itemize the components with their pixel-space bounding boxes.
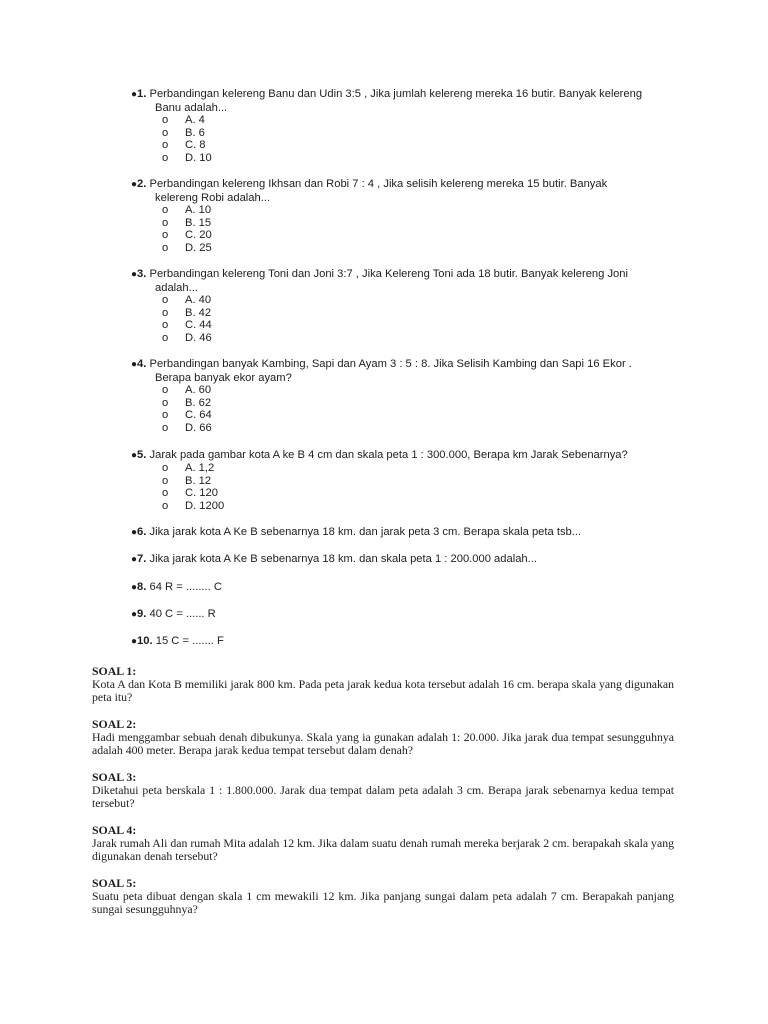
question-text: 15 C = ....... F — [155, 635, 224, 647]
question-text: Perbandingan banyak Kambing, Sapi dan Ayam 3 : 5 : 8. Jika Selisih Kambing dan Sapi 16 Ekor . — [149, 358, 632, 370]
soal-title: SOAL 3: — [92, 770, 137, 784]
question-text-cont: kelereng Robi adalah... — [155, 191, 271, 204]
option — [162, 127, 212, 140]
question-number: 8. — [137, 581, 147, 593]
option — [162, 475, 224, 488]
bullet-icon: ● — [131, 359, 138, 370]
bullet-icon: ● — [131, 450, 138, 461]
question-number: 9. — [137, 608, 147, 620]
question-number: 5. — [137, 449, 147, 461]
option-marker-icon: o — [162, 151, 169, 164]
option — [162, 217, 212, 230]
question-number: 6. — [137, 526, 147, 538]
question-7 — [131, 553, 676, 567]
option-marker-icon: o — [162, 499, 169, 512]
soal-1 — [92, 665, 674, 705]
option — [162, 487, 224, 500]
option-marker-icon: o — [162, 306, 169, 319]
option-label: C. 20 — [185, 229, 212, 242]
option-marker-icon: o — [162, 204, 169, 216]
question-text: Perbandingan kelereng Toni dan Joni 3:7 , Jika Kelereng Toni ada 18 butir. Banyak kelereng Joni — [149, 268, 628, 280]
option-marker-icon: o — [162, 241, 169, 254]
option-label: A. 1,2 — [185, 462, 215, 474]
option-label: A. 40 — [185, 294, 212, 306]
options-4 — [162, 384, 212, 434]
question-number: 7. — [137, 553, 147, 565]
question-text: Jika jarak kota A Ke B sebenarnya 18 km. dan jarak peta 3 cm. Berapa skala peta tsb... — [149, 526, 582, 538]
bullet-icon: ● — [131, 179, 138, 190]
question-9 — [131, 608, 676, 622]
soal-title: SOAL 4: — [92, 823, 137, 837]
option-marker-icon: o — [162, 216, 169, 229]
option-label: B. 62 — [185, 396, 212, 409]
question-5 — [131, 449, 676, 463]
option — [162, 409, 212, 422]
question-text-cont: Berapa banyak ekor ayam? — [155, 371, 292, 384]
question-2 — [131, 178, 676, 204]
bullet-icon: ● — [131, 636, 138, 647]
question-text: 40 C = ...... R — [149, 608, 216, 620]
option-marker-icon: o — [162, 421, 169, 434]
option-label: D. 25 — [185, 241, 212, 254]
options-3 — [162, 294, 212, 344]
question-text: Perbandingan kelereng Ikhsan dan Robi 7 : 4 , Jika selisih kelereng mereka 15 butir. Banyak — [149, 178, 608, 190]
option — [162, 384, 212, 397]
option-marker-icon: o — [162, 114, 169, 126]
question-text: 64 R = ........ C — [149, 581, 222, 593]
option — [162, 152, 212, 165]
option-label: B. 42 — [185, 306, 212, 319]
option-marker-icon: o — [162, 396, 169, 409]
option-marker-icon: o — [162, 331, 169, 344]
option-label: A. 4 — [185, 114, 205, 126]
soal-4 — [92, 824, 674, 864]
soal-title: SOAL 5: — [92, 876, 137, 890]
question-4 — [131, 358, 676, 384]
option-marker-icon: o — [162, 319, 169, 332]
option — [162, 294, 212, 307]
options-1 — [162, 114, 212, 164]
option-label: D. 66 — [185, 421, 212, 434]
soal-3 — [92, 771, 674, 811]
bullet-icon: ● — [131, 582, 138, 593]
option — [162, 462, 224, 475]
option-label: C. 120 — [185, 487, 218, 500]
option-label: D. 10 — [185, 151, 212, 164]
option-label: A. 60 — [185, 384, 212, 396]
option-marker-icon: o — [162, 487, 169, 500]
soal-text: Diketahui peta berskala 1 : 1.800.000. Jarak dua tempat dalam peta adalah 3 cm. Berapa jarak sebenarnya kedua tempat tersebut? — [92, 783, 674, 811]
question-text-cont: Banu adalah... — [155, 101, 228, 114]
question-8 — [131, 581, 676, 595]
soal-2 — [92, 718, 674, 758]
soal-text: Suatu peta dibuat dengan skala 1 cm mewakili 12 km. Jika panjang sungai dalam peta adalah 7 cm. Berapakah panjang sungai sesungguhnya? — [92, 889, 674, 917]
option — [162, 319, 212, 332]
option — [162, 242, 212, 255]
question-text: Perbandingan kelereng Banu dan Udin 3:5 , Jika jumlah kelereng mereka 16 butir. Banyak kelereng — [149, 88, 643, 100]
option-marker-icon: o — [162, 384, 169, 396]
option — [162, 397, 212, 410]
option-label: B. 15 — [185, 216, 212, 229]
option-marker-icon: o — [162, 126, 169, 139]
option-marker-icon: o — [162, 139, 169, 152]
question-number: 10. — [137, 635, 153, 647]
soal-text: Jarak rumah Ali dan rumah Mita adalah 12 km. Jika dalam suatu denah rumah mereka berjarak 2 cm. berapakah skala yang digunakan denah tersebut? — [92, 836, 674, 864]
soal-title: SOAL 1: — [92, 664, 137, 678]
option-label: B. 6 — [185, 126, 205, 139]
option-label: C. 8 — [185, 139, 206, 152]
soal-text: Kota A dan Kota B memiliki jarak 800 km. Pada peta jarak kedua kota tersebut adalah 16 cm. berapa skala yang digunakan peta itu? — [92, 677, 674, 705]
question-10 — [131, 635, 676, 649]
option-label: C. 44 — [185, 319, 212, 332]
option — [162, 204, 212, 217]
bullet-icon: ● — [131, 89, 138, 100]
question-3 — [131, 268, 676, 294]
option — [162, 332, 212, 345]
question-number: 1. — [137, 88, 147, 100]
options-2 — [162, 204, 212, 254]
option-label: D. 1200 — [185, 499, 225, 512]
option-label: C. 64 — [185, 409, 212, 422]
option-label: D. 46 — [185, 331, 212, 344]
option — [162, 500, 224, 513]
question-6 — [131, 526, 676, 540]
option-marker-icon: o — [162, 229, 169, 242]
question-1 — [131, 88, 676, 114]
option — [162, 139, 212, 152]
question-text: Jarak pada gambar kota A ke B 4 cm dan skala peta 1 : 300.000, Berapa km Jarak Sebenarnya? — [149, 449, 628, 461]
option — [162, 307, 212, 320]
question-number: 4. — [137, 358, 147, 370]
question-number: 3. — [137, 268, 147, 280]
option-marker-icon: o — [162, 462, 169, 474]
question-text-cont: adalah... — [155, 281, 198, 294]
option-label: B. 12 — [185, 474, 212, 487]
option — [162, 422, 212, 435]
bullet-icon: ● — [131, 269, 138, 280]
soal-text: Hadi menggambar sebuah denah dibukunya. Skala yang ia gunakan adalah 1: 20.000. Jika jarak dua tempat sesungguhnya adalah 400 meter. Berapa jarak kedua tempat tersebut dalam denah? — [92, 730, 674, 758]
option-marker-icon: o — [162, 294, 169, 306]
bullet-icon: ● — [131, 609, 138, 620]
soal-5 — [92, 877, 674, 917]
question-number: 2. — [137, 178, 147, 190]
option — [162, 229, 212, 242]
option — [162, 114, 212, 127]
bullet-icon: ● — [131, 554, 138, 565]
option-marker-icon: o — [162, 409, 169, 422]
bullet-icon: ● — [131, 527, 138, 538]
option-marker-icon: o — [162, 474, 169, 487]
soal-title: SOAL 2: — [92, 717, 137, 731]
question-text: Jika jarak kota A Ke B sebenarnya 18 km. dan skala peta 1 : 200.000 adalah... — [149, 553, 537, 565]
option-label: A. 10 — [185, 204, 212, 216]
options-5 — [162, 462, 224, 512]
